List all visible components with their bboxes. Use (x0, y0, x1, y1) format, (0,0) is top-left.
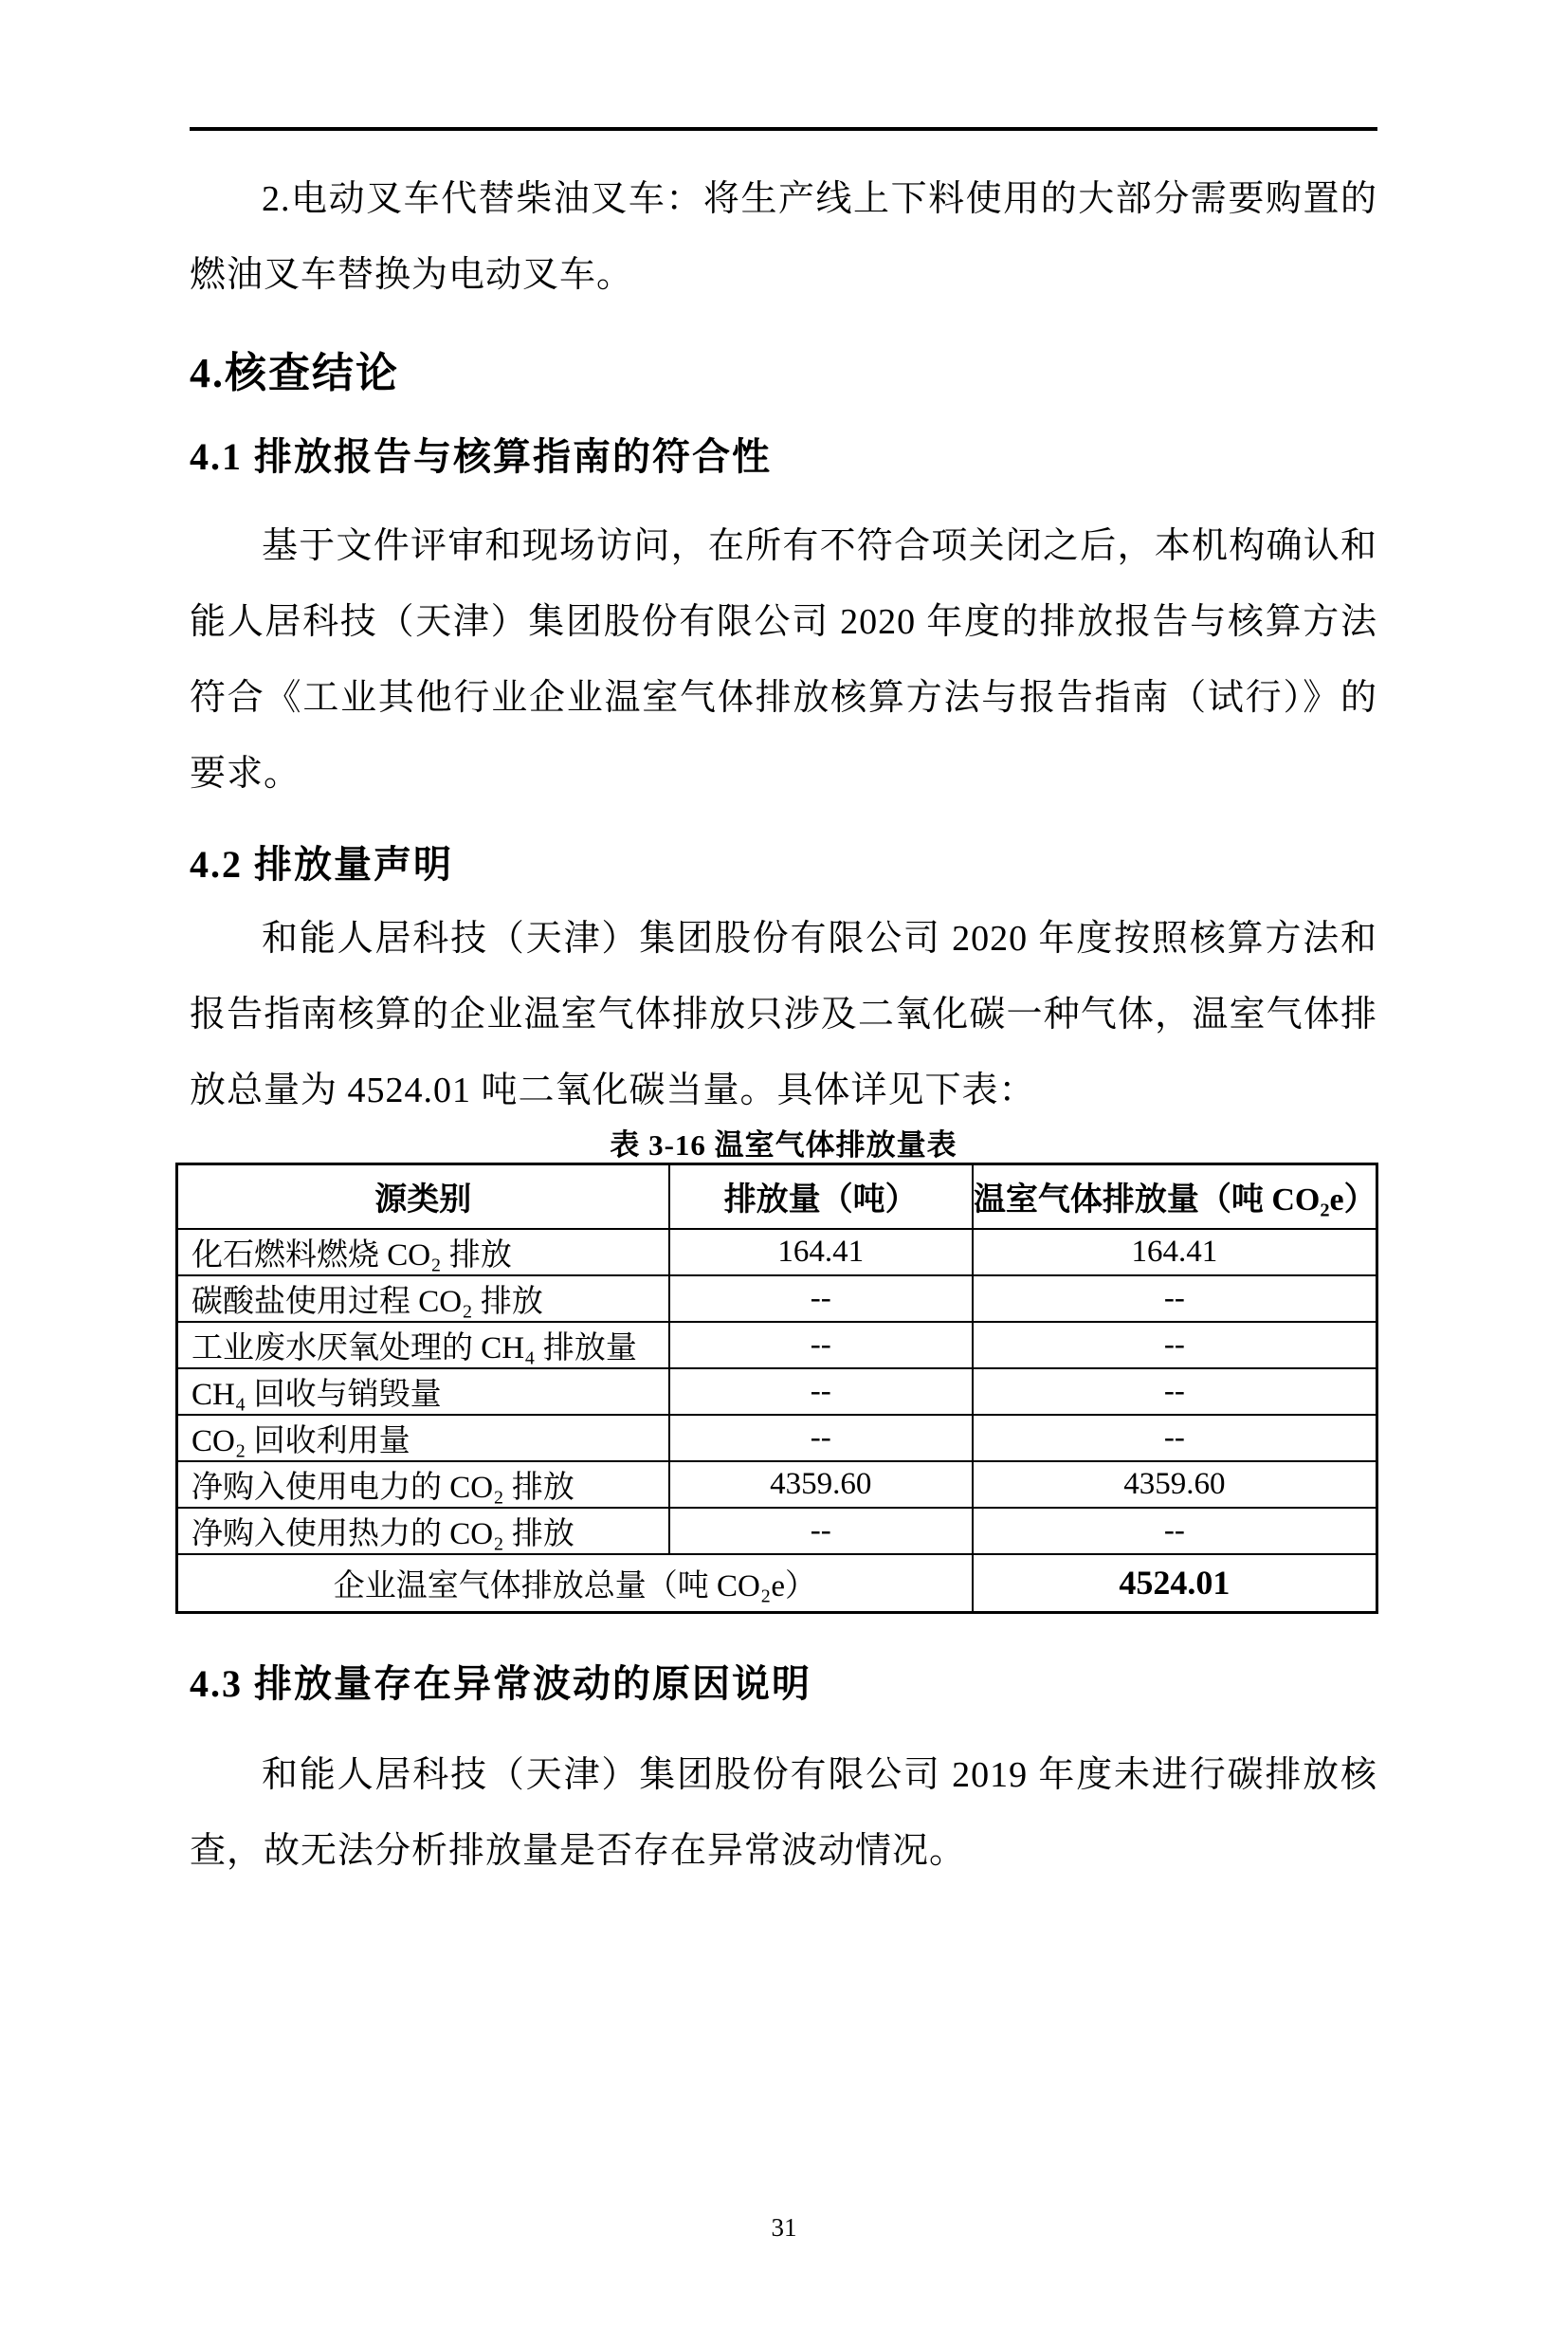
row-label: 净购入使用热力的 CO₂ 排放 (177, 1508, 669, 1554)
row-emission: -- (669, 1275, 973, 1322)
row-emission: -- (669, 1322, 973, 1368)
row-label: 工业废水厌氧处理的 CH₄ 排放量 (177, 1322, 669, 1368)
table-row (177, 1461, 1377, 1508)
section-4-2-title: 4.2 排放量声明 (190, 843, 453, 886)
row-ghg: -- (973, 1415, 1377, 1461)
table-header-row (177, 1164, 1377, 1229)
section-4-3-paragraph: 和能人居科技（天津）集团股份有限公司 2019 年度未进行碳排放核查，故无法分析排放量是否存在异常波动情况。 (190, 1755, 1377, 1871)
table-row (177, 1275, 1377, 1322)
page-number: 31 (771, 2213, 797, 2242)
row-label: CO₂ 回收利用量 (177, 1415, 669, 1461)
table-caption: 表 3-16 温室气体排放量表 (610, 1128, 957, 1162)
row-ghg: -- (973, 1508, 1377, 1554)
row-ghg: 4359.60 (973, 1461, 1377, 1508)
row-emission: 4359.60 (669, 1461, 973, 1508)
table-total-row (177, 1554, 1377, 1613)
section-4-1-paragraph: 基于文件评审和现场访问，在所有不符合项关闭之后，本机构确认和能人居科技（天津）集团股份有限公司 2020 年度的排放报告与核算方法符合《工业其他行业企业温室气体排放核算方法与报告指南（试行）》的要求。 (190, 526, 1377, 794)
total-value: 4524.01 (973, 1554, 1377, 1613)
row-label: 碳酸盐使用过程 CO₂ 排放 (177, 1275, 669, 1322)
row-ghg: -- (973, 1275, 1377, 1322)
section-4-2-paragraph: 和能人居科技（天津）集团股份有限公司 2020 年度按照核算方法和报告指南核算的企业温室气体排放只涉及二氧化碳一种气体，温室气体排放总量为 4524.01 吨二氧化碳当量。具体详见下表： (190, 919, 1377, 1110)
row-label: CH₄ 回收与销毁量 (177, 1368, 669, 1415)
table-row (177, 1415, 1377, 1461)
header-ghg-amount: 温室气体排放量（吨 CO₂e） (973, 1164, 1377, 1229)
header-divider (190, 127, 1377, 131)
section-4-title: 4.核查结论 (190, 350, 399, 396)
table-row (177, 1508, 1377, 1554)
row-emission: -- (669, 1415, 973, 1461)
row-label: 化石燃料燃烧 CO₂ 排放 (177, 1229, 669, 1275)
row-emission: 164.41 (669, 1229, 973, 1275)
total-label: 企业温室气体排放总量（吨 CO₂e） (177, 1554, 973, 1613)
row-ghg: -- (973, 1368, 1377, 1415)
section-4-1-title: 4.1 排放报告与核算指南的符合性 (190, 435, 772, 478)
table-row (177, 1229, 1377, 1275)
page-content (190, 127, 1377, 1889)
section-4-3-title: 4.3 排放量存在异常波动的原因说明 (190, 1662, 811, 1705)
table-row (177, 1322, 1377, 1368)
header-source-category: 源类别 (177, 1164, 669, 1229)
ghg-emissions-table (175, 1163, 1378, 1614)
row-label: 净购入使用电力的 CO₂ 排放 (177, 1461, 669, 1508)
row-ghg: -- (973, 1322, 1377, 1368)
table-row (177, 1368, 1377, 1415)
row-emission: -- (669, 1368, 973, 1415)
row-emission: -- (669, 1508, 973, 1554)
header-emission-amount: 排放量（吨） (669, 1164, 973, 1229)
intro-paragraph: 2.电动叉车代替柴油叉车：将生产线上下料使用的大部分需要购置的燃油叉车替换为电动叉车。 (190, 179, 1377, 295)
row-ghg: 164.41 (973, 1229, 1377, 1275)
